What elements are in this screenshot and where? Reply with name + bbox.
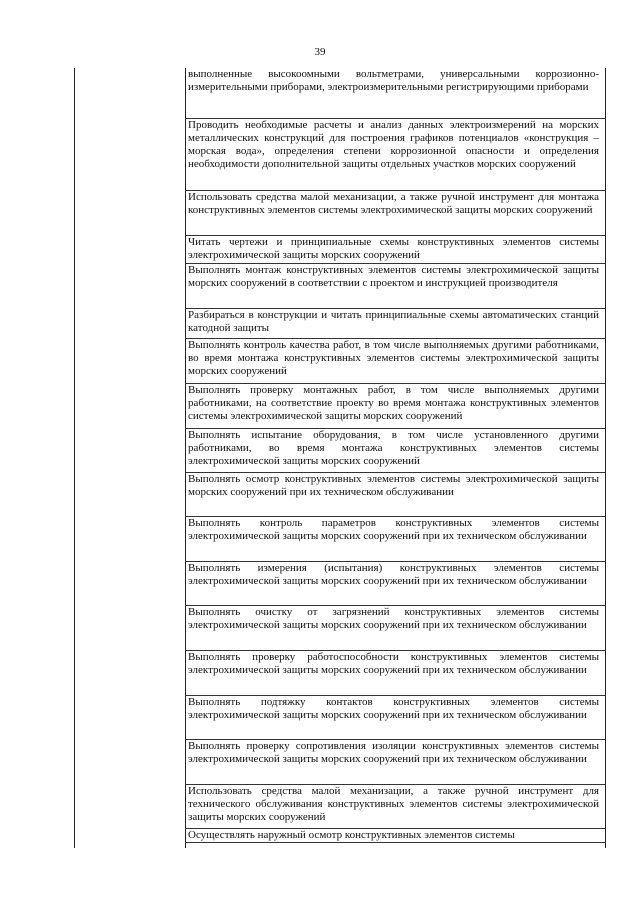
table-row: Использовать средства малой механизации, а также ручной инструмент для технического обслуживания конструктивных элементов системы электрохимической защиты морских сооружений (185, 785, 605, 829)
table-right-column (185, 68, 605, 843)
table-row: Выполнять испытание оборудования, в том числе установленного другими работниками, во время монтажа конструктивных элементов системы электрохимической защиты морских сооружений (185, 429, 605, 473)
table-row: Выполнять проверку монтажных работ, в том числе выполняемых другими работниками, на соответствие проекту во время монтажа конструктивных элементов системы электрохимической защиты морских сооружений (185, 384, 605, 429)
table-row: Выполнять контроль качества работ, в том числе выполняемых другими работниками, во время монтажа конструктивных элементов системы электрохимической защиты морских сооружений (185, 339, 605, 384)
table-row: Осуществлять наружный осмотр конструктивных элементов системы (185, 829, 605, 843)
table-row: Выполнять проверку работоспособности конструктивных элементов системы электрохимической защиты морских сооружений при их техническом обслуживании (185, 651, 605, 696)
table-row: Выполнять монтаж конструктивных элементов системы электрохимической защиты морских сооружений в соответствии с проектом и инструкцией производителя (185, 264, 605, 309)
table-row: Выполнять очистку от загрязнений конструктивных элементов системы электрохимической защиты морских сооружений при их техническом обслуживании (185, 606, 605, 651)
table-row: Разбираться в конструкции и читать принципиальные схемы автоматических станций катодной защиты (185, 309, 605, 339)
table-row: Читать чертежи и принципиальные схемы конструктивных элементов системы электрохимической защиты морских сооружений (185, 236, 605, 264)
page-number: 39 (314, 46, 326, 58)
table-row: Выполнять осмотр конструктивных элементов системы электрохимической защиты морских сооружений при их техническом обслуживании (185, 473, 605, 517)
table-row: Выполнять измерения (испытания) конструктивных элементов системы электрохимической защиты морских сооружений при их техническом обслуживании (185, 562, 605, 606)
table-row: Использовать средства малой механизации, а также ручной инструмент для монтажа конструктивных элементов системы электрохимической защиты морских сооружений (185, 191, 605, 236)
table-row: Проводить необходимые расчеты и анализ данных электроизмерений на морских металлических конструкций для построения графиков потенциалов «конструкция – морская вода», определения степени коррозионной опасности и определения необходимости дополнительной защиты отдельных участков морских сооружений (185, 119, 605, 191)
table-left-column (75, 68, 186, 848)
skills-table (74, 68, 606, 848)
table-row: Выполнять подтяжку контактов конструктивных элементов системы электрохимической защиты морских сооружений при их техническом обслуживании (185, 696, 605, 740)
table-row: Выполнять проверку сопротивления изоляции конструктивных элементов системы электрохимической защиты морских сооружений при их техническом обслуживании (185, 740, 605, 785)
table-row: выполненные высокоомными вольтметрами, универсальными коррозионно-измерительными приборами, электроизмерительными регистрирующими приборами (185, 68, 605, 119)
table-row: Выполнять контроль параметров конструктивных элементов системы электрохимической защиты морских сооружений при их техническом обслуживании (185, 517, 605, 562)
